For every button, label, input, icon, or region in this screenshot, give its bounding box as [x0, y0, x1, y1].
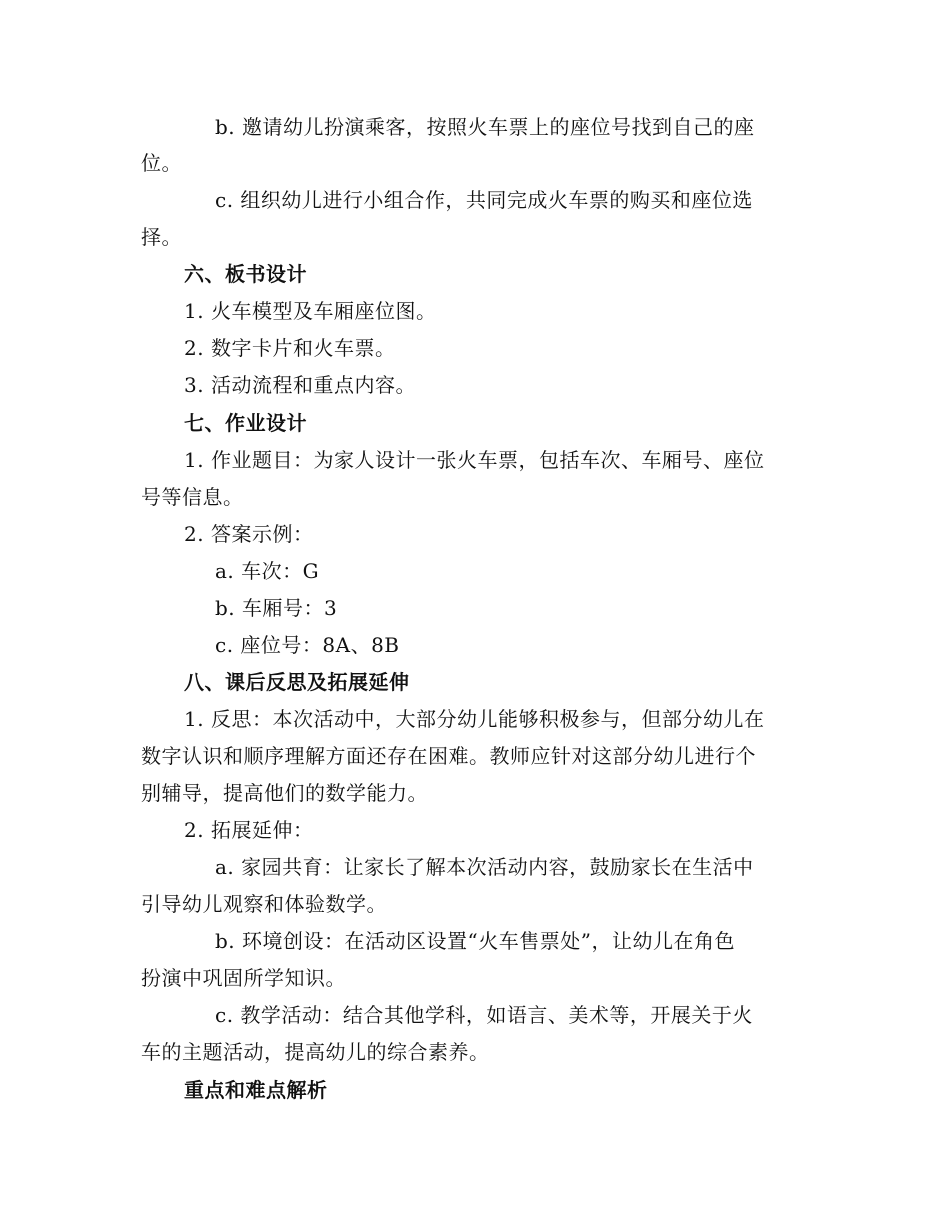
section6-item-3: 3. 活动流程和重点内容。 [184, 373, 416, 397]
section6-item-2: 2. 数字卡片和火车票。 [184, 336, 396, 360]
section5-item-c-line2: 择。 [141, 225, 182, 249]
section9-heading: 重点和难点解析 [184, 1078, 328, 1102]
section6-item-1: 1. 火车模型及车厢座位图。 [184, 299, 437, 323]
section7-answer-a: a. 车次：G [215, 559, 320, 583]
section8-ext-a-line1: a. 家园共育：让家长了解本次活动内容，鼓励家长在生活中 [215, 855, 754, 879]
section8-heading: 八、课后反思及拓展延伸 [184, 670, 410, 694]
section8-reflection-line3: 别辅导，提高他们的数学能力。 [141, 781, 428, 805]
section7-item1-line2: 号等信息。 [141, 485, 244, 509]
section5-item-b-line1: b. 邀请幼儿扮演乘客，按照火车票上的座位号找到自己的座 [215, 115, 755, 139]
section7-answer-c: c. 座位号：8A、8B [215, 633, 400, 657]
section7-answer-b: b. 车厢号：3 [215, 596, 338, 620]
section8-ext-b-line2: 扮演中巩固所学知识。 [141, 966, 346, 990]
section7-heading: 七、作业设计 [184, 411, 307, 435]
section5-item-c-line1: c. 组织幼儿进行小组合作，共同完成火车票的购买和座位选 [215, 188, 753, 212]
section8-reflection-line1: 1. 反思：本次活动中，大部分幼儿能够积极参与，但部分幼儿在 [184, 707, 765, 731]
section8-ext-c-line1: c. 教学活动：结合其他学科，如语言、美术等，开展关于火 [215, 1003, 753, 1027]
section5-item-b-line2: 位。 [141, 151, 182, 175]
section8-ext-b-line1: b. 环境创设：在活动区设置“火车售票处”，让幼儿在角色 [215, 929, 735, 953]
section8-reflection-line2: 数字认识和顺序理解方面还存在困难。教师应针对这部分幼儿进行个 [141, 744, 756, 768]
section8-ext-a-line2: 引导幼儿观察和体验数学。 [141, 892, 387, 916]
section8-ext-c-line2: 车的主题活动，提高幼儿的综合素养。 [141, 1040, 490, 1064]
section6-heading: 六、板书设计 [184, 262, 307, 286]
section8-extension-title: 2. 拓展延伸： [184, 818, 314, 842]
section7-item2: 2. 答案示例： [184, 522, 314, 546]
section7-item1-line1: 1. 作业题目：为家人设计一张火车票，包括车次、车厢号、座位 [184, 448, 765, 472]
